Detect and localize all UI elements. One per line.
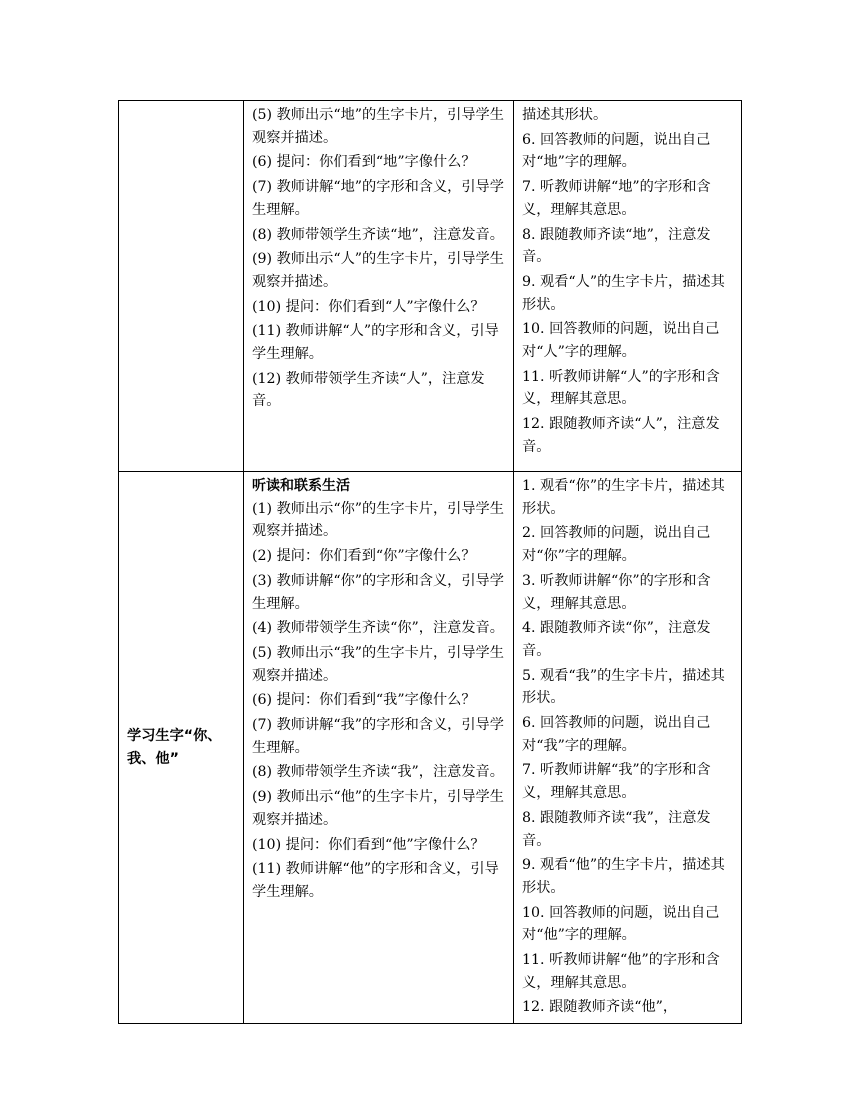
list-item: (2) 提问：你们看到“你”字像什么？ — [252, 548, 476, 565]
student-activity-cell — [514, 101, 742, 472]
topic-cell — [119, 101, 244, 472]
list-item: (11) 教师讲解“他”的字形和含义，引导学生理解。 — [252, 861, 499, 900]
list-item: (8) 教师带领学生齐读“我”，注意发音。 — [252, 764, 504, 781]
list-item: (6) 提问：你们看到“地”字像什么？ — [252, 154, 476, 171]
list-item: (4) 教师带领学生齐读“你”，注意发音。 — [252, 620, 504, 637]
list-item: (3) 教师讲解“你”的字形和含义，引导学生理解。 — [252, 572, 504, 612]
list-item: 11. 听教师讲解“人”的字形和含义，理解其意思。 — [522, 368, 720, 408]
list-item: 8. 跟随教师齐读“我”，注意发音。 — [522, 809, 711, 849]
list-item: 8. 跟随教师齐读“地”，注意发音。 — [522, 226, 711, 266]
table-row — [119, 472, 742, 1024]
list-item: (9) 教师出示“他”的生字卡片，引导学生观察并描述。 — [252, 789, 504, 828]
list-item: 6. 回答教师的问题，说出自己对“地”字的理解。 — [522, 131, 711, 171]
list-item: 5. 观看“我”的生字卡片，描述其形状。 — [522, 667, 725, 707]
list-item: 4. 跟随教师齐读“你”，注意发音。 — [522, 620, 711, 659]
list-item: 9. 观看“人”的生字卡片，描述其形状。 — [522, 273, 725, 313]
list-item: 1. 观看“你”的生字卡片，描述其形状。 — [522, 478, 725, 517]
list-item: 描述其形状。 — [522, 107, 608, 123]
list-item: (8) 教师带领学生齐读“地”，注意发音。 — [252, 226, 504, 243]
list-item: 7. 听教师讲解“地”的字形和含义，理解其意思。 — [522, 179, 711, 218]
list-item: 12. 跟随教师齐读“人”，注意发音。 — [522, 416, 720, 455]
list-item: 3. 听教师讲解“你”的字形和含义，理解其意思。 — [522, 572, 711, 612]
topic-cell: 学习生字“你、我、他” — [119, 472, 244, 1024]
list-item: (6) 提问：你们看到“我”字像什么？ — [252, 692, 476, 709]
section-heading: 听读和联系生活 — [252, 478, 350, 494]
lesson-plan-table — [118, 100, 742, 1024]
list-item: 12. 跟随教师齐读“他”， — [522, 999, 678, 1016]
list-item: (10) 提问：你们看到“人”字像什么？ — [252, 298, 485, 315]
list-item: 10. 回答教师的问题，说出自己对“人”字的理解。 — [522, 321, 720, 361]
list-item: (7) 教师讲解“地”的字形和含义，引导学生理解。 — [252, 179, 504, 218]
list-item: (1) 教师出示“你”的生字卡片，引导学生观察并描述。 — [252, 500, 504, 540]
list-item: (5) 教师出示“我”的生字卡片，引导学生观察并描述。 — [252, 644, 504, 684]
list-item: 6. 回答教师的问题，说出自己对“我”字的理解。 — [522, 715, 711, 754]
list-item: (9) 教师出示“人”的生字卡片，引导学生观察并描述。 — [252, 251, 504, 290]
student-activity-cell — [514, 472, 742, 1024]
teacher-activity-cell — [244, 472, 514, 1024]
list-item: (10) 提问：你们看到“他”字像什么？ — [252, 836, 485, 853]
list-item: 2. 回答教师的问题，说出自己对“你”字的理解。 — [522, 525, 711, 565]
list-item: (5) 教师出示“地”的生字卡片，引导学生观察并描述。 — [252, 107, 504, 146]
list-item: 7. 听教师讲解“我”的字形和含义，理解其意思。 — [522, 762, 711, 802]
list-item: 11. 听教师讲解“他”的字形和含义，理解其意思。 — [522, 952, 720, 991]
list-item: (7) 教师讲解“我”的字形和含义，引导学生理解。 — [252, 717, 504, 756]
list-item: (11) 教师讲解“人”的字形和含义，引导学生理解。 — [252, 323, 499, 363]
list-item: 9. 观看“他”的生字卡片，描述其形状。 — [522, 857, 725, 896]
list-item: (12) 教师带领学生齐读“人”，注意发音。 — [252, 370, 485, 410]
list-item: 10. 回答教师的问题，说出自己对“他”字的理解。 — [522, 904, 720, 944]
teacher-activity-cell — [244, 101, 514, 472]
table-row — [119, 101, 742, 472]
